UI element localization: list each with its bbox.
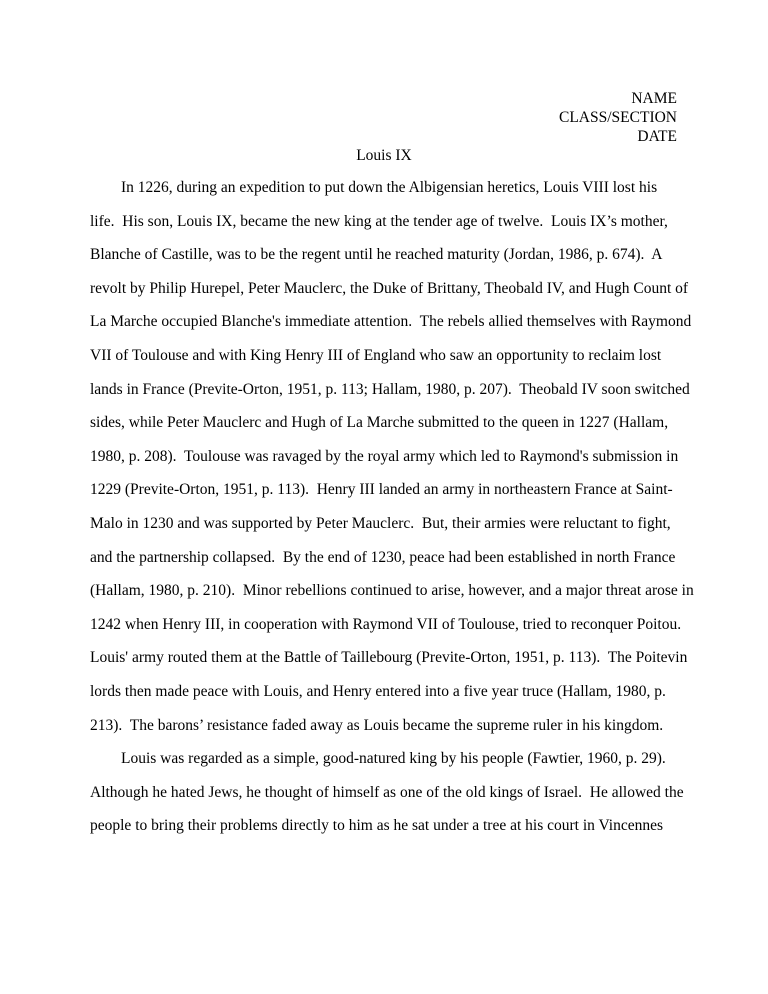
body-line: people to bring their problems directly to him as he sat under a tree at his court in Vincennes <box>90 817 663 835</box>
body-line: Blanche of Castille, was to be the regent until he reached maturity (Jordan, 1986, p. 674). A <box>90 246 663 264</box>
body-line: 1229 (Previte-Orton, 1951, p. 113). Henry III landed an army in northeastern France at Saint- <box>90 481 673 499</box>
body-line: Louis' army routed them at the Battle of Taillebourg (Previte-Orton, 1951, p. 113). The Poitevin <box>90 649 688 667</box>
header-class-section: CLASS/SECTION <box>559 109 677 126</box>
body-line: lords then made peace with Louis, and Henry entered into a five year truce (Hallam, 1980, p. <box>90 683 666 700</box>
header-date: DATE <box>637 128 677 145</box>
body-line: sides, while Peter Mauclerc and Hugh of La Marche submitted to the queen in 1227 (Hallam, <box>90 414 669 432</box>
body-line: Louis was regarded as a simple, good-natured king by his people (Fawtier, 1960, p. 29). <box>90 750 666 768</box>
body-line: 1980, p. 208). Toulouse was ravaged by the royal army which led to Raymond's submission in <box>90 447 679 465</box>
body-line: VII of Toulouse and with King Henry III of England who saw an opportunity to reclaim lost <box>90 347 662 364</box>
body-line: life. His son, Louis IX, became the new king at the tender age of twelve. Louis IX’s mother, <box>90 212 668 230</box>
body-line: 213). The barons’ resistance faded away as Louis became the supreme ruler in his kingdom. <box>90 716 664 734</box>
document-title: Louis IX <box>356 147 412 164</box>
body-line: La Marche occupied Blanche's immediate attention. The rebels allied themselves with Raymond <box>90 313 692 331</box>
body-line: and the partnership collapsed. By the end of 1230, peace had been established in north France <box>90 548 676 566</box>
body-line: 1242 when Henry III, in cooperation with Raymond VII of Toulouse, tried to reconquer Poitou. <box>90 615 682 633</box>
body-line: In 1226, during an expedition to put down the Albigensian heretics, Louis VIII lost his <box>90 179 658 196</box>
body-line: Although he hated Jews, he thought of himself as one of the old kings of Israel. He allowed the <box>90 783 684 801</box>
body-line: lands in France (Previte-Orton, 1951, p. 113; Hallam, 1980, p. 207). Theobald IV soon switched <box>90 380 690 398</box>
header-name: NAME <box>631 90 677 107</box>
body-line: revolt by Philip Hurepel, Peter Mauclerc, the Duke of Brittany, Theobald IV, and Hugh Count of <box>90 279 689 297</box>
body-line: Malo in 1230 and was supported by Peter Mauclerc. But, their armies were reluctant to fight, <box>90 515 671 532</box>
body-line: (Hallam, 1980, p. 210). Minor rebellions continued to arise, however, and a major threat arose in <box>90 582 694 600</box>
header-block <box>559 89 677 146</box>
